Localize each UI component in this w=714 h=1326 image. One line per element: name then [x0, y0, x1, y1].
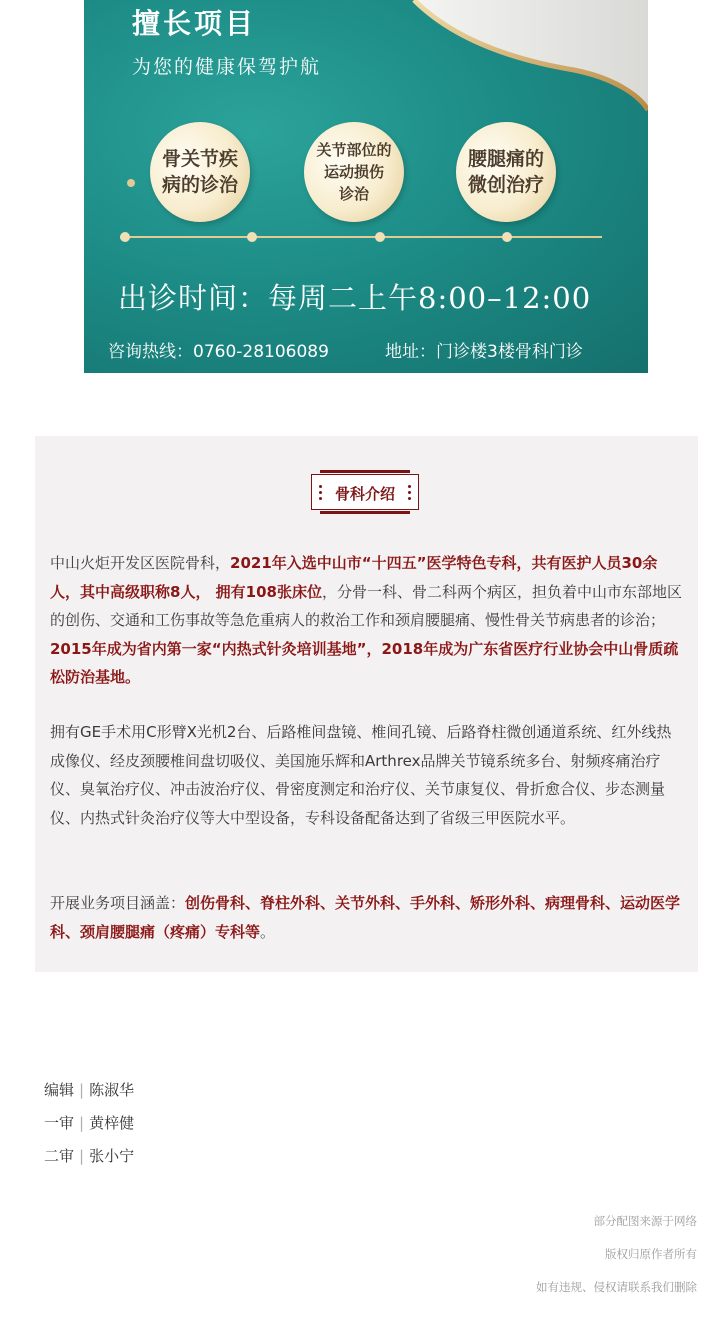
timeline-dot [375, 232, 385, 242]
credit-role: 编辑 [44, 1081, 75, 1099]
consult-hotline: 咨询热线：0760-28106089 [108, 342, 329, 362]
banner-title: 擅长项目 [132, 7, 257, 40]
intro-highlight: 2021年入选中山市“十四五”医学特色专科，共有医护人员30余人，其中高级职称8人， 拥有108张床位 [50, 554, 658, 601]
clinic-address: 地址：门诊楼3楼骨科门诊 [385, 342, 583, 362]
credit-editor [44, 1079, 134, 1100]
credit-role: 二审 [44, 1147, 75, 1165]
specialty-label: 腰腿痛的 [467, 148, 544, 170]
intro-text: 中山火炬开发区医院骨科， [50, 554, 231, 572]
specialty-label: 病的诊治 [161, 174, 238, 196]
intro-highlight: 2015年成为省内第一家“内热式针灸培训基地”，2018年成为广东省医疗行业协会中山骨质疏松防治基地。 [50, 639, 679, 686]
specialty-joint-disease [150, 122, 250, 222]
specialty-label: 诊治 [338, 185, 369, 203]
intro-paragraph-3 [50, 889, 683, 946]
tag-bottom-bar [320, 511, 410, 514]
timeline-start-dot [127, 179, 135, 187]
credit-separator: | [79, 1081, 85, 1099]
intro-text: 开展业务项目涵盖： [50, 894, 186, 912]
section-tag [311, 474, 419, 510]
timeline-dot [120, 232, 130, 242]
credit-name: 黄梓健 [89, 1114, 135, 1132]
specialty-sports-injury [304, 122, 404, 222]
clinic-banner-image [84, 0, 648, 373]
specialty-label: 骨关节疾 [161, 148, 238, 170]
timeline-dot [502, 232, 512, 242]
credit-name: 陈淑华 [89, 1081, 135, 1099]
copyright-note: 版权归原作者所有 [605, 1247, 697, 1261]
intro-highlight: 创伤骨科、脊柱外科、关节外科、手外科、矫形外科、病理骨科、运动医学科、颈肩腰腿痛（疼痛）专科等 [50, 894, 681, 941]
banner-subtitle: 为您的健康保驾护航 [132, 56, 322, 78]
credit-separator: | [79, 1147, 85, 1165]
credit-separator: | [79, 1114, 85, 1132]
tag-top-bar [320, 470, 410, 473]
timeline-dot [247, 232, 257, 242]
department-intro-card [35, 436, 698, 972]
specialty-label: 微创治疗 [467, 174, 544, 196]
clinic-hours: 出诊时间：每周二上午8:00–12:00 [118, 281, 592, 315]
section-title: 骨科介绍 [334, 485, 395, 503]
specialty-back-leg-pain [456, 122, 556, 222]
copyright-note: 如有违规、侵权请联系我们删除 [536, 1280, 697, 1294]
intro-paragraph-1 [50, 549, 683, 692]
specialty-label: 运动损伤 [323, 163, 384, 181]
credit-first-review [44, 1112, 134, 1133]
intro-text: ，分骨一科、骨二科两个病区，担负着中山市东部地区的创伤、交通和工伤事故等急危重病人的救治工作和颈肩腰腿痛、慢性骨关节病患者的诊治； [50, 582, 682, 629]
timeline-line [120, 236, 602, 238]
intro-text: 。 [260, 922, 276, 941]
specialty-label: 关节部位的 [316, 141, 392, 159]
intro-paragraph-2: 拥有GE手术用C形臂X光机2台、后路椎间盘镜、椎间孔镜、后路脊柱微创通道系统、红外线热成像仪、经皮颈腰椎间盘切吸仪、美国施乐辉和Arthrex品牌关节镜系统多台、射频疼痛治疗仪、臭氧治疗仪、冲击波治疗仪、骨密度测定和治疗仪、关节康复仪、骨折愈合仪、步态测量仪、内热式针灸治疗仪等大中型设备，专科设备配备达到了省级三甲医院水平。 [50, 723, 672, 827]
credit-name: 张小宁 [89, 1147, 135, 1165]
credit-second-review [44, 1145, 134, 1166]
copyright-note: 部分配图来源于网络 [593, 1214, 697, 1228]
credit-role: 一审 [44, 1114, 75, 1132]
